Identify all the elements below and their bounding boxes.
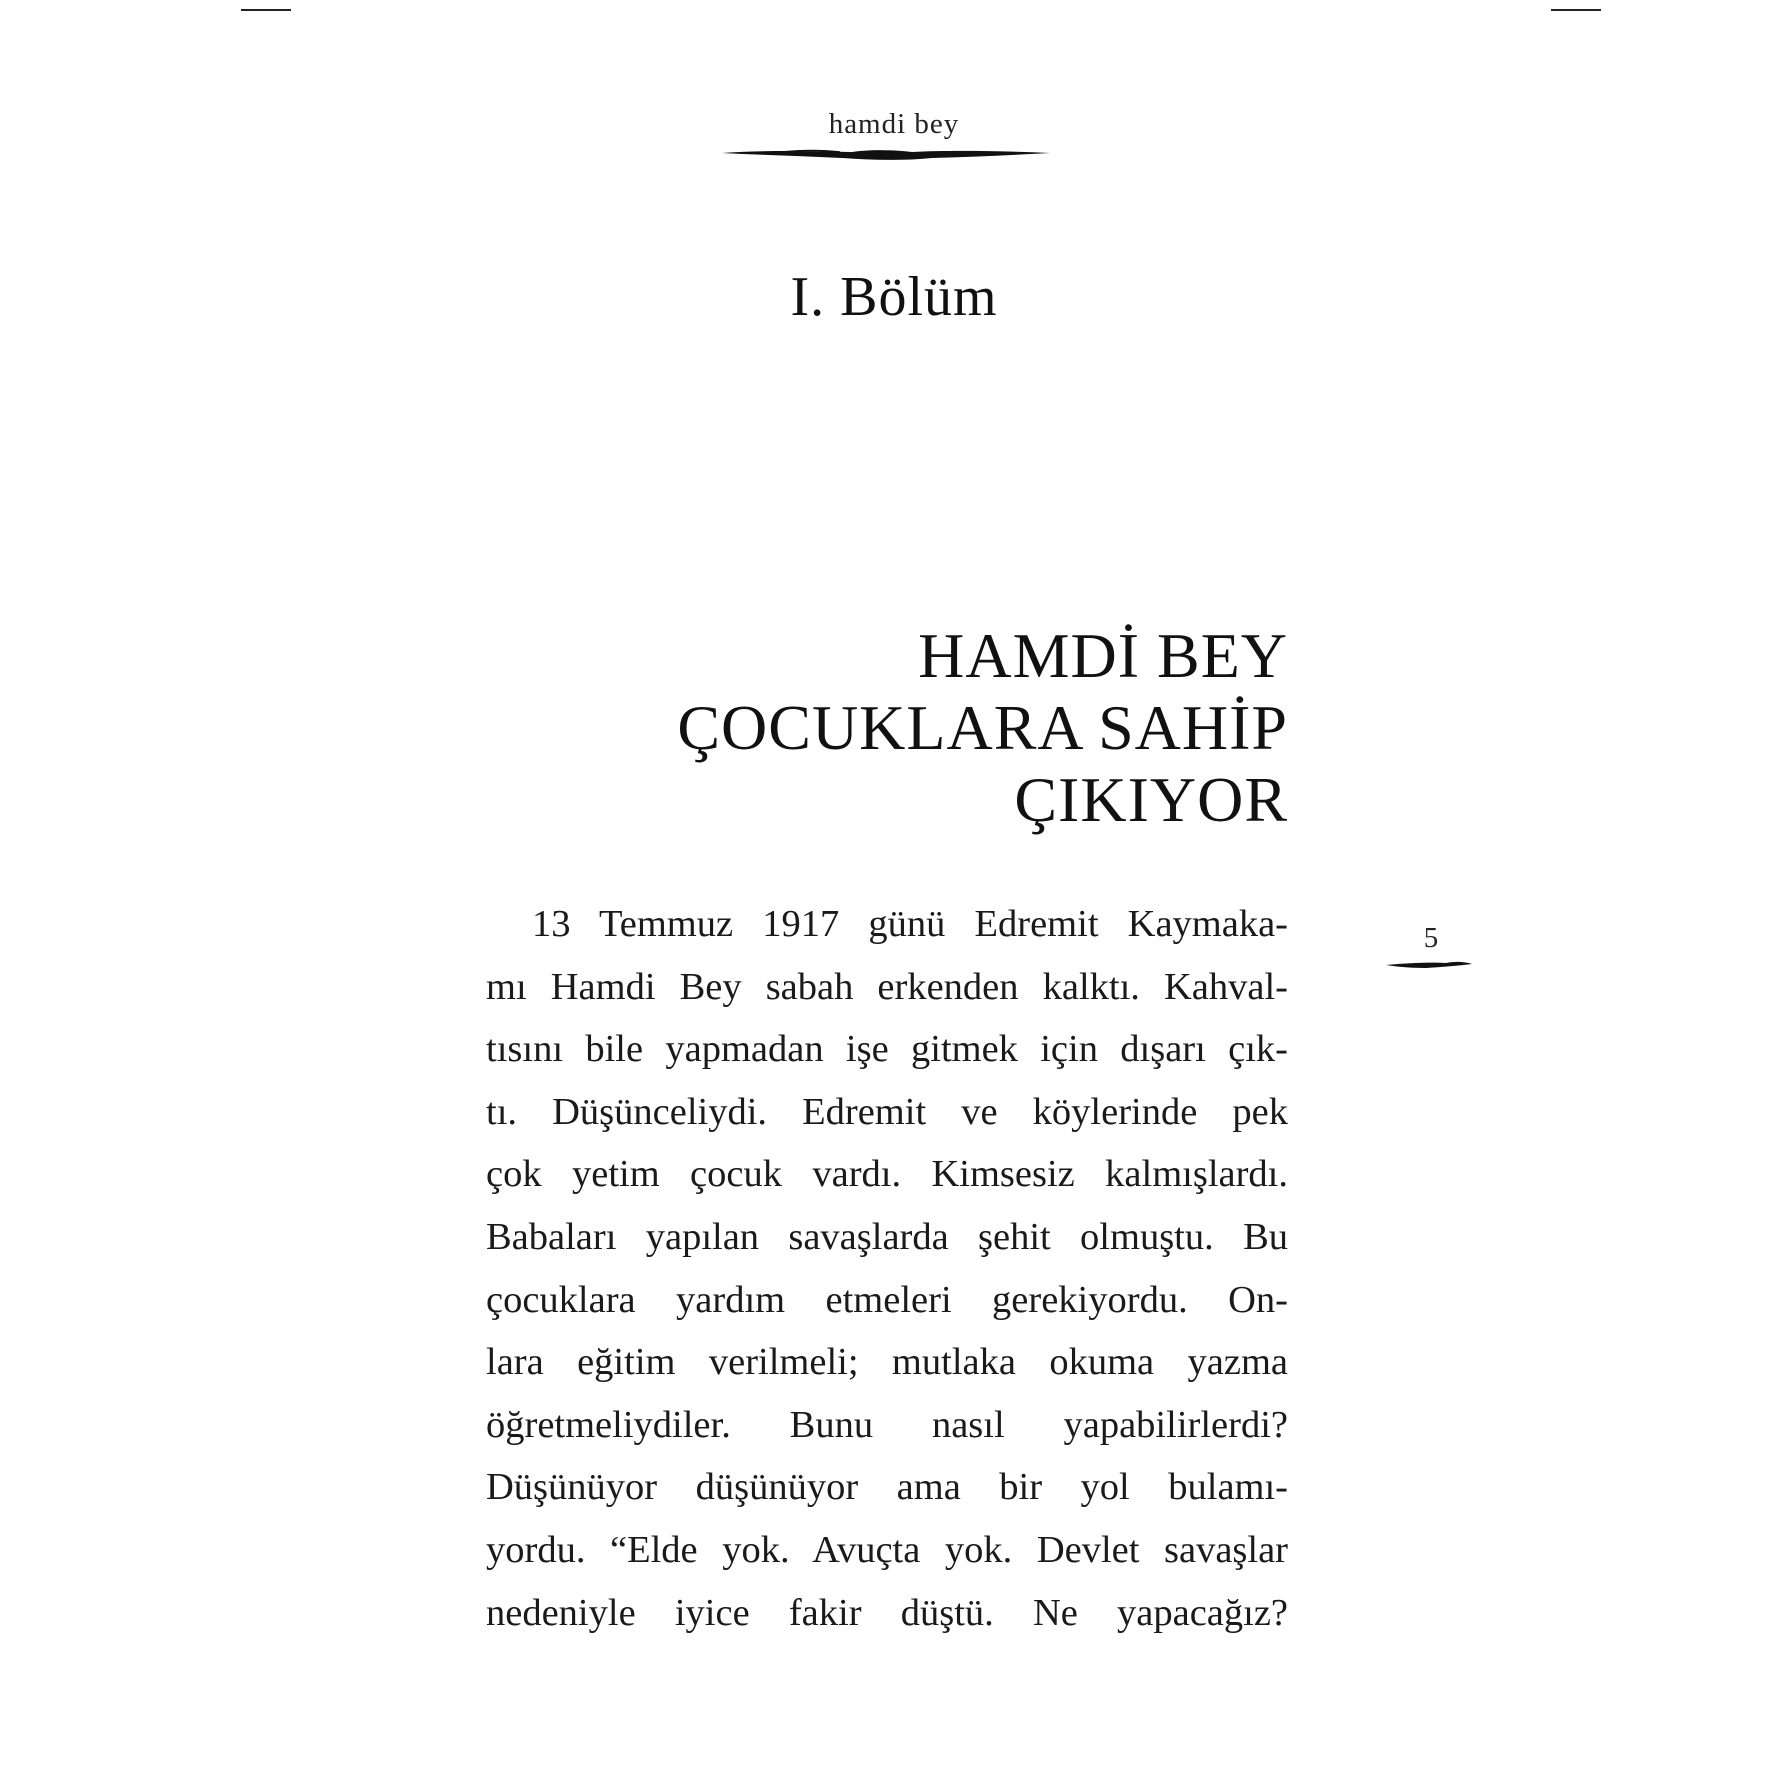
story-title-line: ÇOCUKLARA SAHİP	[677, 692, 1288, 763]
body-line: 13 Temmuz 1917 günü Edremit Kaymaka-	[532, 903, 1288, 945]
crop-mark-right	[1551, 9, 1601, 11]
body-line: tısını bile yapmadan işe gitmek için dışarı çık-	[486, 1028, 1288, 1071]
body-line: tı. Düşünceliydi. Edremit ve köylerinde pek	[486, 1090, 1288, 1133]
story-title-line: HAMDİ BEY	[918, 620, 1288, 691]
story-title-line: ÇIKIYOR	[1014, 764, 1288, 835]
chapter-label: I. Bölüm	[790, 266, 998, 328]
body-line: çocuklara yardım etmeleri gerekiyordu. On-	[486, 1278, 1288, 1321]
body-line: nedeniyle iyice fakir düştü. Ne yapacağız?	[486, 1591, 1288, 1634]
body-line: Babaları yapılan savaşlarda şehit olmuştu. Bu	[486, 1215, 1288, 1258]
page-number: 5	[1423, 922, 1439, 954]
body-line: Düşünüyor düşünüyor ama bir yol bulamı-	[486, 1466, 1288, 1509]
brush-stroke-decoration	[722, 146, 1050, 164]
body-line: lara eğitim verilmeli; mutlaka okuma yazma	[486, 1341, 1288, 1384]
crop-mark-left	[241, 9, 291, 11]
body-line: çok yetim çocuk vardı. Kimsesiz kalmışlardı.	[486, 1153, 1288, 1196]
body-line: yordu. “Elde yok. Avuçta yok. Devlet savaşlar	[486, 1528, 1288, 1571]
story-title	[388, 620, 1288, 836]
page-number-brush-stroke	[1386, 958, 1472, 970]
running-head: hamdi bey	[828, 108, 960, 140]
body-paragraph	[486, 893, 1288, 1644]
body-line: mı Hamdi Bey sabah erkenden kalktı. Kahval-	[486, 965, 1288, 1008]
body-line: öğretmeliydiler. Bunu nasıl yapabilirlerdi?	[486, 1403, 1288, 1446]
